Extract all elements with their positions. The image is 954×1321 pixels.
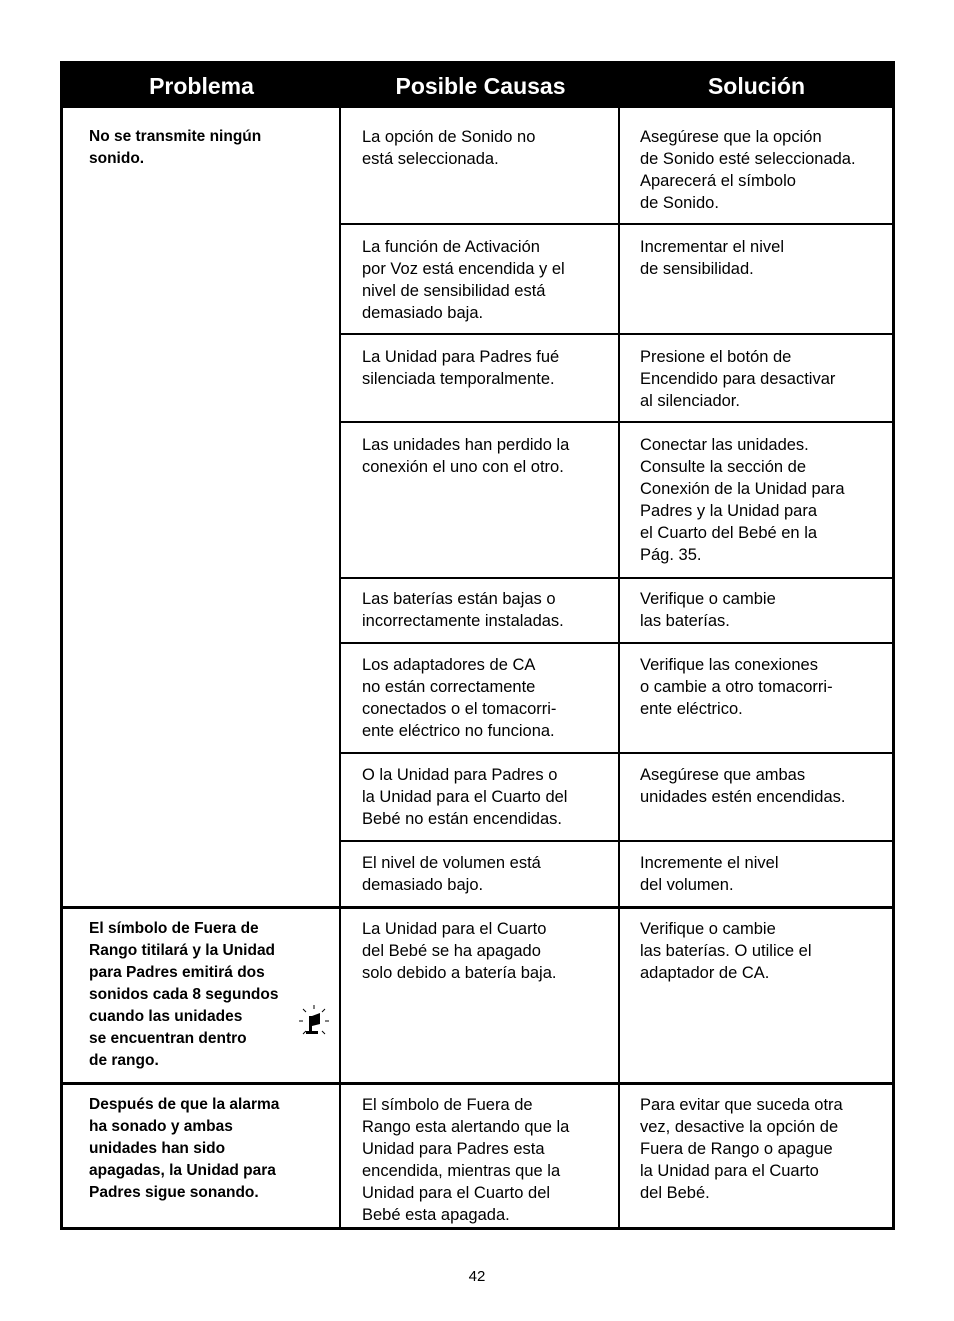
cause-cell: La función de Activación por Voz está encendida y el nivel de sensibilidad está demasiado baja.	[362, 238, 565, 322]
page-number: 42	[468, 1268, 486, 1285]
row-divider	[339, 333, 895, 335]
cause-cell: La Unidad para el Cuarto del Bebé se ha apagado solo debido a batería baja.	[362, 920, 557, 982]
solution-cell: Incremente el nivel del volumen.	[640, 854, 779, 894]
solution-cell: Asegúrese que la opción de Sonido esté seleccionada. Aparecerá el símbolo de Sonido.	[640, 128, 856, 212]
cause-cell: La opción de Sonido no está seleccionada.	[362, 128, 536, 168]
group-divider	[63, 906, 895, 909]
row-divider	[339, 840, 895, 842]
cause-cell: La Unidad para Padres fué silenciada temporalmente.	[362, 348, 560, 388]
row-divider	[339, 642, 895, 644]
column-divider	[339, 108, 341, 1227]
solution-cell: Presione el botón de Encendido para desactivar al silenciador.	[640, 348, 836, 410]
problem-cell: El símbolo de Fuera de Rango titilará y la Unidad para Padres emitirá dos sonidos cada 8 segundos cuando las unidades se encuentran dentro de rango.	[89, 920, 279, 1069]
column-divider	[618, 108, 620, 1227]
solution-cell: Incrementar el nivel de sensibilidad.	[640, 238, 784, 278]
solution-cell: Verifique o cambie las baterías.	[640, 590, 776, 630]
row-divider	[339, 421, 895, 423]
troubleshooting-table	[60, 61, 895, 1230]
out-of-range-signal-icon	[299, 1004, 329, 1040]
cause-cell: Las unidades han perdido la conexión el uno con el otro.	[362, 436, 570, 476]
row-divider	[339, 577, 895, 579]
solution-cell: Verifique o cambie las baterías. O utilice el adaptador de CA.	[640, 920, 812, 982]
cause-cell: El símbolo de Fuera de Rango esta alertando que la Unidad para Padres esta encendida, mientras que la Unidad para el Cuarto del Bebé esta apagada.	[362, 1096, 570, 1224]
problem-cell: Después de que la alarma ha sonado y ambas unidades han sido apagadas, la Unidad para Padres sigue sonando.	[89, 1096, 280, 1201]
cause-cell: Las baterías están bajas o incorrectamente instaladas.	[362, 590, 564, 630]
header-posible-causas: Posible Causas	[395, 73, 566, 99]
table-header	[63, 64, 892, 108]
cause-cell: O la Unidad para Padres o la Unidad para el Cuarto del Bebé no están encendidas.	[362, 766, 568, 828]
solution-cell: Conectar las unidades. Consulte la sección de Conexión de la Unidad para Padres y la Unidad para el Cuarto del Bebé en la Pág. 35.	[640, 436, 845, 564]
header-problema: Problema	[149, 73, 254, 99]
problem-cell: No se transmite ningún sonido.	[89, 128, 262, 167]
cause-cell: El nivel de volumen está demasiado bajo.	[362, 854, 541, 894]
header-solucion: Solución	[707, 73, 806, 99]
row-divider	[339, 752, 895, 754]
row-divider	[339, 223, 895, 225]
solution-cell: Asegúrese que ambas unidades estén encendidas.	[640, 766, 846, 806]
group-divider	[63, 1082, 895, 1085]
cause-cell: Los adaptadores de CA no están correctamente conectados o el tomacorri- ente eléctrico no funciona.	[362, 656, 557, 740]
solution-cell: Para evitar que suceda otra vez, desactive la opción de Fuera de Rango o apague la Unidad para el Cuarto del Bebé.	[640, 1096, 843, 1202]
solution-cell: Verifique las conexiones o cambie a otro tomacorri- ente eléctrico.	[640, 656, 833, 718]
